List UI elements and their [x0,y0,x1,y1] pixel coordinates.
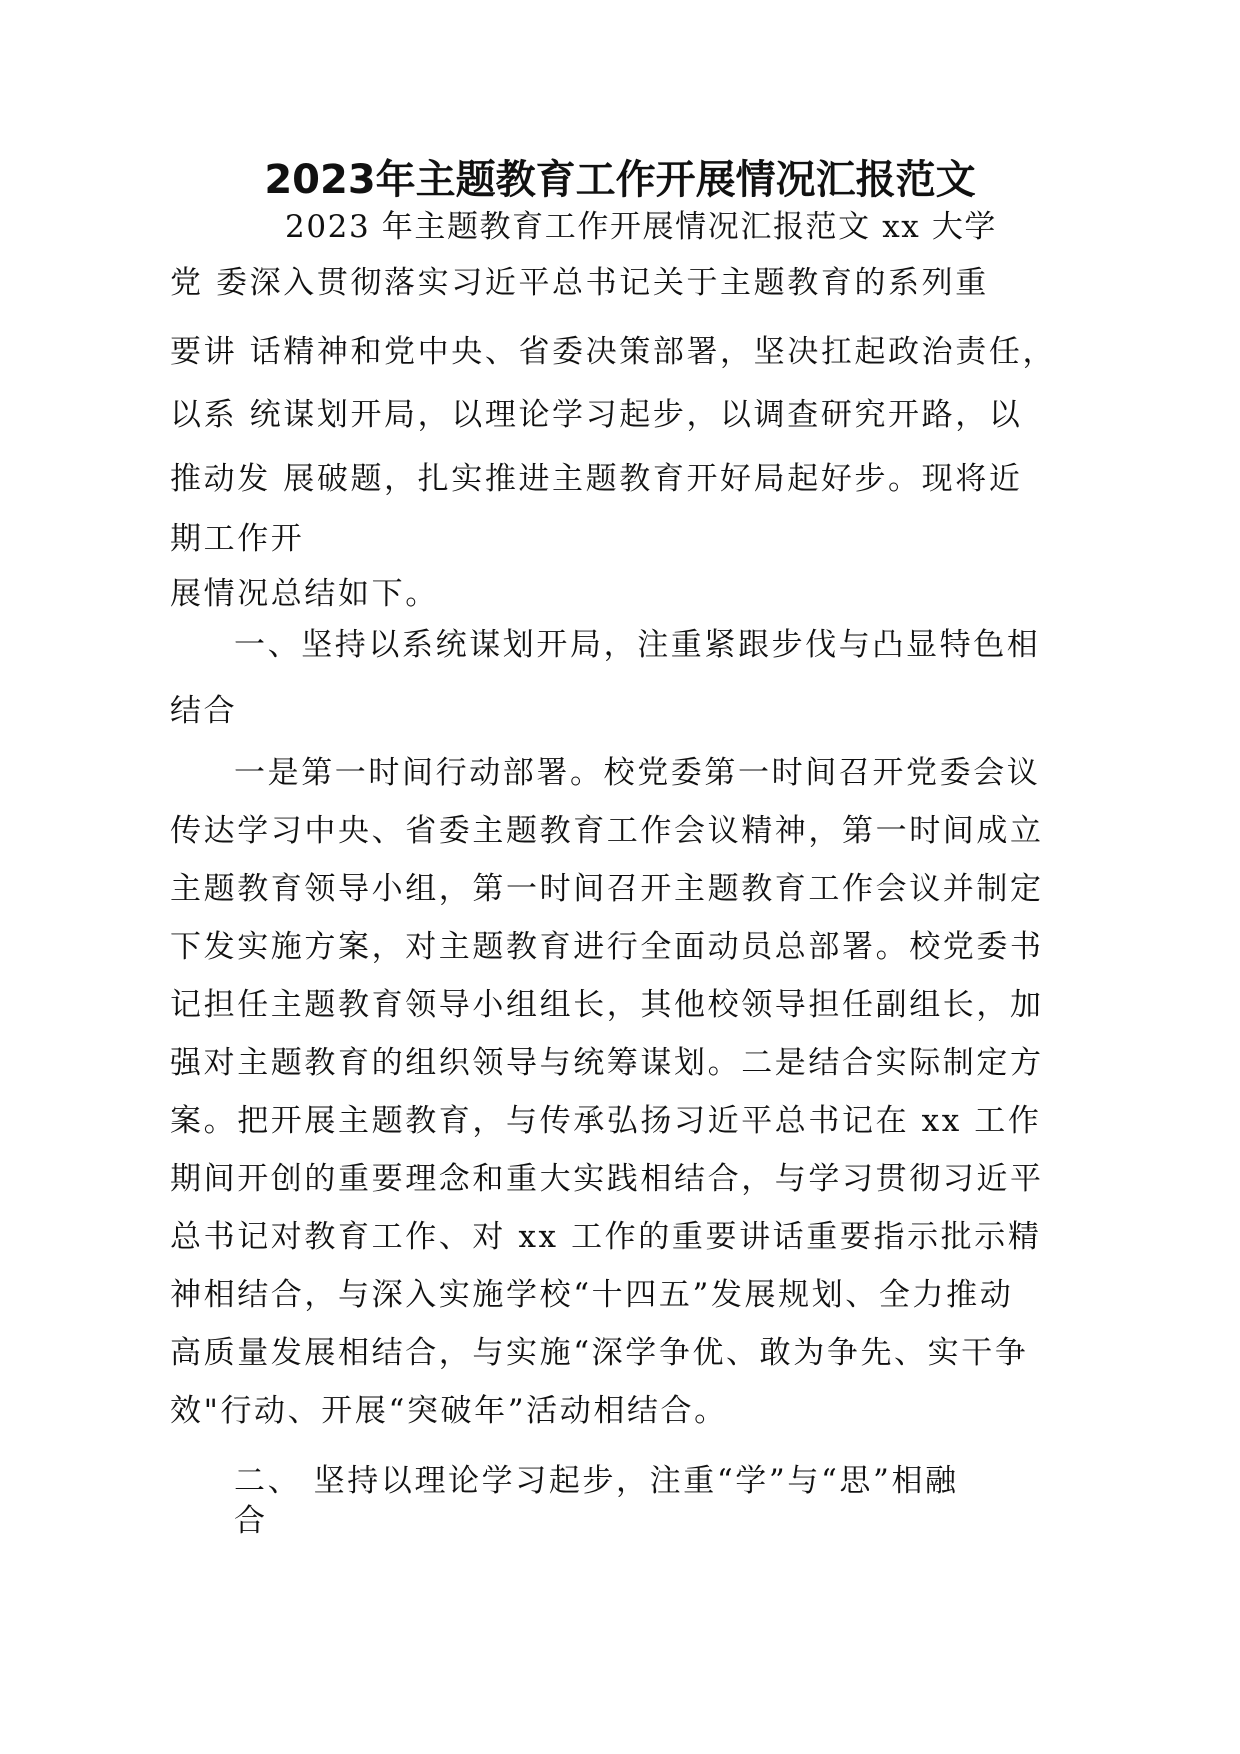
body-line: 效"行动、开展“突破年”活动相结合。 [170,1393,728,1429]
body-line: 案。把开展主题教育，与传承弘扬习近平总书记在 xx 工作 [170,1103,1042,1139]
intro-line: 展情况总结如下。 [170,576,439,612]
body-line: 记担任主题教育领导小组组长，其他校领导担任副组长，加 [170,987,1044,1023]
body-line: 主题教育领导小组，第一时间召开主题教育工作会议并制定 [170,871,1044,907]
intro-line: 以系 统谋划开局，以理论学习起步，以调查研究开路，以 [170,397,1023,433]
document-title: 2023年主题教育工作开展情况汇报范文 [264,157,976,203]
section-heading: 结合 [170,693,238,729]
body-line: 神相结合，与深入实施学校“十四五”发展规划、全力推动 [170,1277,1014,1313]
intro-line: 期工作开 [170,521,305,557]
body-line: 总书记对教育工作、对 xx 工作的重要讲话重要指示批示精 [170,1219,1042,1255]
section-heading: 一、坚持以系统谋划开局，注重紧跟步伐与凸显特色相 [234,627,1041,663]
intro-line: 要讲 话精神和党中央、省委决策部署，坚决扛起政治责任， [170,334,1057,370]
section-heading: 合 [234,1503,268,1539]
body-line: 一是第一时间行动部署。校党委第一时间召开党委会议 [234,755,1041,791]
body-line: 期间开创的重要理念和重大实践相结合，与学习贯彻习近平 [170,1161,1044,1197]
intro-line: 党 委深入贯彻落实习近平总书记关于主题教育的系列重 [170,265,989,301]
intro-line: 推动发 展破题，扎实推进主题教育开好局起好步。现将近 [170,461,1023,497]
body-line: 下发实施方案，对主题教育进行全面动员总部署。校党委书 [170,929,1044,965]
body-line: 强对主题教育的组织领导与统筹谋划。二是结合实际制定方 [170,1045,1044,1081]
intro-line: 2023 年主题教育工作开展情况汇报范文 xx 大学 [285,209,998,245]
section-heading: 二、 坚持以理论学习起步，注重“学”与“思”相融 [234,1463,959,1499]
body-line: 高质量发展相结合，与实施“深学争优、敢为争先、实干争 [170,1335,1029,1371]
body-line: 传达学习中央、省委主题教育工作会议精神，第一时间成立 [170,813,1044,849]
